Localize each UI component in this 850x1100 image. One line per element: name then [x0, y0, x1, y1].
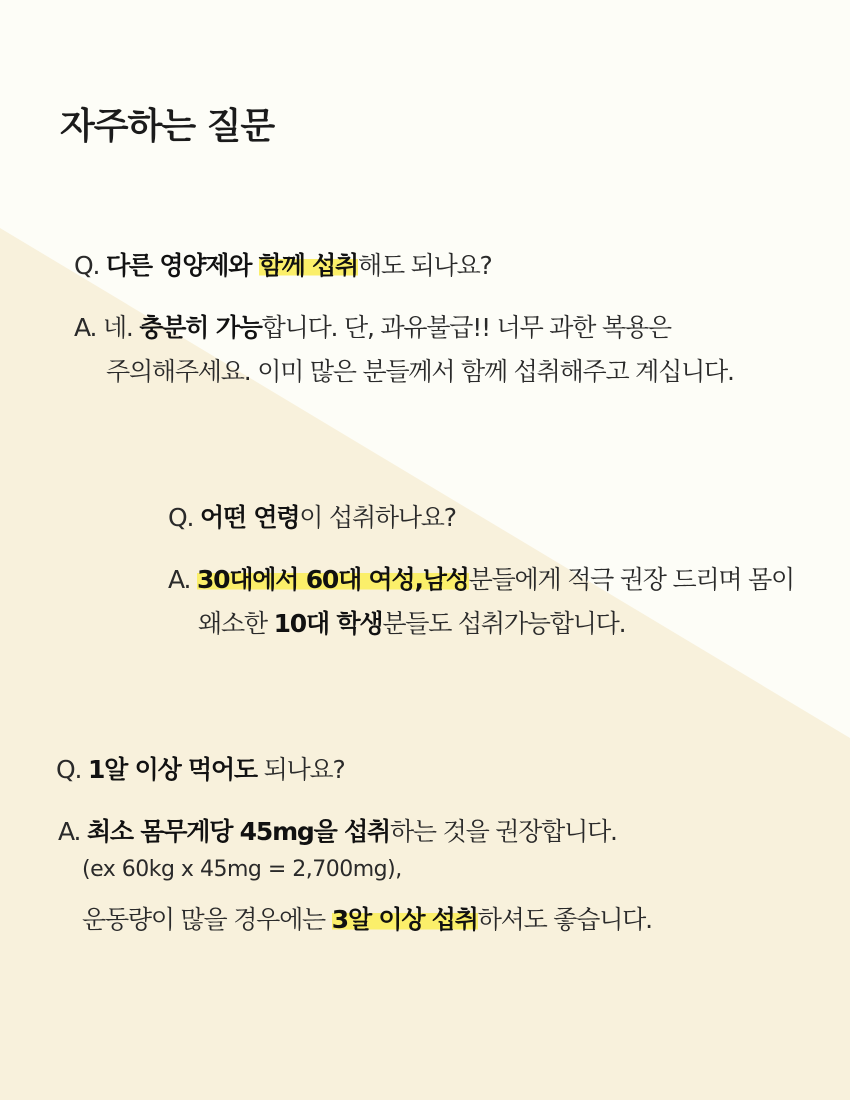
- faq2-answer-line1: A. 30대에서 60대 여성,남성분들에게 적극 권장 드리며 몸이: [168, 565, 794, 594]
- page-title: 자주하는 질문: [60, 106, 275, 147]
- faq1-answer-line2: 주의해주세요. 이미 많은 분들께서 함께 섭취해주고 계십니다.: [106, 357, 734, 386]
- faq2-answer-line2: 왜소한 10대 학생분들도 섭취가능합니다.: [198, 609, 626, 638]
- faq3-answer-line1: A. 최소 몸무게당 45mg을 섭취하는 것을 권장합니다.: [58, 817, 617, 846]
- faq1-answer-line1: A. 네. 충분히 가능합니다. 단, 과유불급!! 너무 과한 복용은: [74, 313, 671, 342]
- faq3-answer-line3: 운동량이 많을 경우에는 3알 이상 섭취하셔도 좋습니다.: [82, 905, 652, 934]
- faq2-answer-highlight: 30대에서 60대 여성,남성: [196, 565, 469, 594]
- faq3-answer-highlight: 3알 이상 섭취: [331, 905, 478, 934]
- faq3-answer-line2: (ex 60kg x 45mg = 2,700mg),: [82, 857, 402, 882]
- faq1-question: Q. 다른 영양제와 함께 섭취해도 되나요?: [74, 251, 492, 280]
- faq1-question-highlight: 함께 섭취: [258, 251, 359, 280]
- faq3-question: Q. 1알 이상 먹어도 되나요?: [56, 755, 345, 784]
- faq2-question: Q. 어떤 연령이 섭취하나요?: [168, 503, 456, 532]
